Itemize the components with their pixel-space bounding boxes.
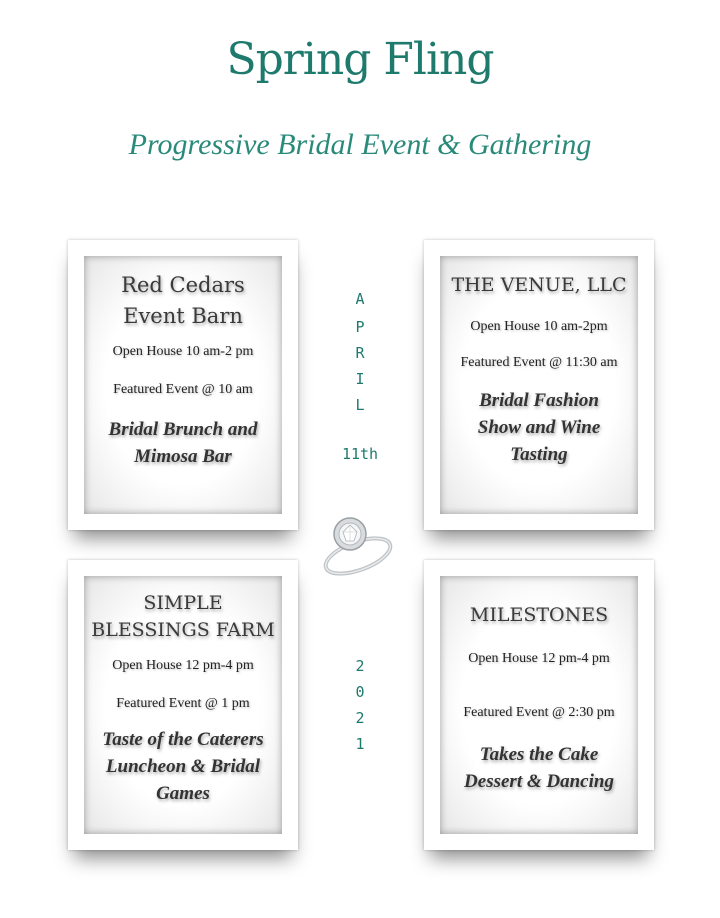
venue-name: THE VENUE, LLC (451, 274, 627, 296)
open-house-time: Open House 12 pm-4 pm (468, 651, 610, 666)
featured-event-time: Featured Event @ 1 pm (116, 696, 250, 711)
event-title: Spring Fling (226, 34, 494, 85)
featured-event-time: Featured Event @ 11:30 am (460, 355, 618, 370)
venue-card-panel (84, 256, 282, 514)
featured-event-name: Bridal Fashion Show and Wine Tasting (477, 390, 601, 465)
diamond-ring-icon (318, 508, 398, 586)
event-day: 11th (341, 445, 379, 463)
venue-card-milestones (424, 560, 654, 850)
year-digit: 1 (355, 735, 365, 753)
venue-card-red-cedars (68, 240, 298, 530)
open-house-time: Open House 12 pm-4 pm (112, 658, 254, 673)
month-letter: R (355, 344, 365, 362)
venue-card-the-venue (424, 240, 654, 530)
month-letter: P (355, 318, 365, 336)
year-digit: 2 (355, 709, 365, 727)
featured-event-time: Featured Event @ 10 am (113, 382, 253, 397)
venue-card-panel (84, 576, 282, 834)
venue-name: SIMPLE BLESSINGS FARM (91, 592, 275, 641)
venue-card-panel (440, 576, 638, 834)
year-digit: 2 (355, 657, 365, 675)
featured-event-name: Takes the Cake Dessert & Dancing (464, 744, 614, 792)
month-letter: A (355, 290, 365, 308)
venue-card-panel (440, 256, 638, 514)
open-house-time: Open House 10 am-2 pm (112, 344, 254, 359)
month-letter: L (355, 396, 365, 414)
venue-card-simple-blessings-farm (68, 560, 298, 850)
open-house-time: Open House 10 am-2pm (470, 319, 608, 334)
venue-name: Red Cedars Event Barn (121, 273, 245, 328)
featured-event-name: Taste of the Caterers Luncheon & Bridal Games (102, 729, 264, 804)
month-letter: I (355, 370, 365, 388)
venue-name: MILESTONES (469, 604, 609, 626)
year-digit: 0 (355, 683, 365, 701)
event-subtitle: Progressive Bridal Event & Gathering (128, 128, 592, 161)
featured-event-time: Featured Event @ 2:30 pm (463, 705, 615, 720)
featured-event-name: Bridal Brunch and Mimosa Bar (108, 419, 258, 467)
